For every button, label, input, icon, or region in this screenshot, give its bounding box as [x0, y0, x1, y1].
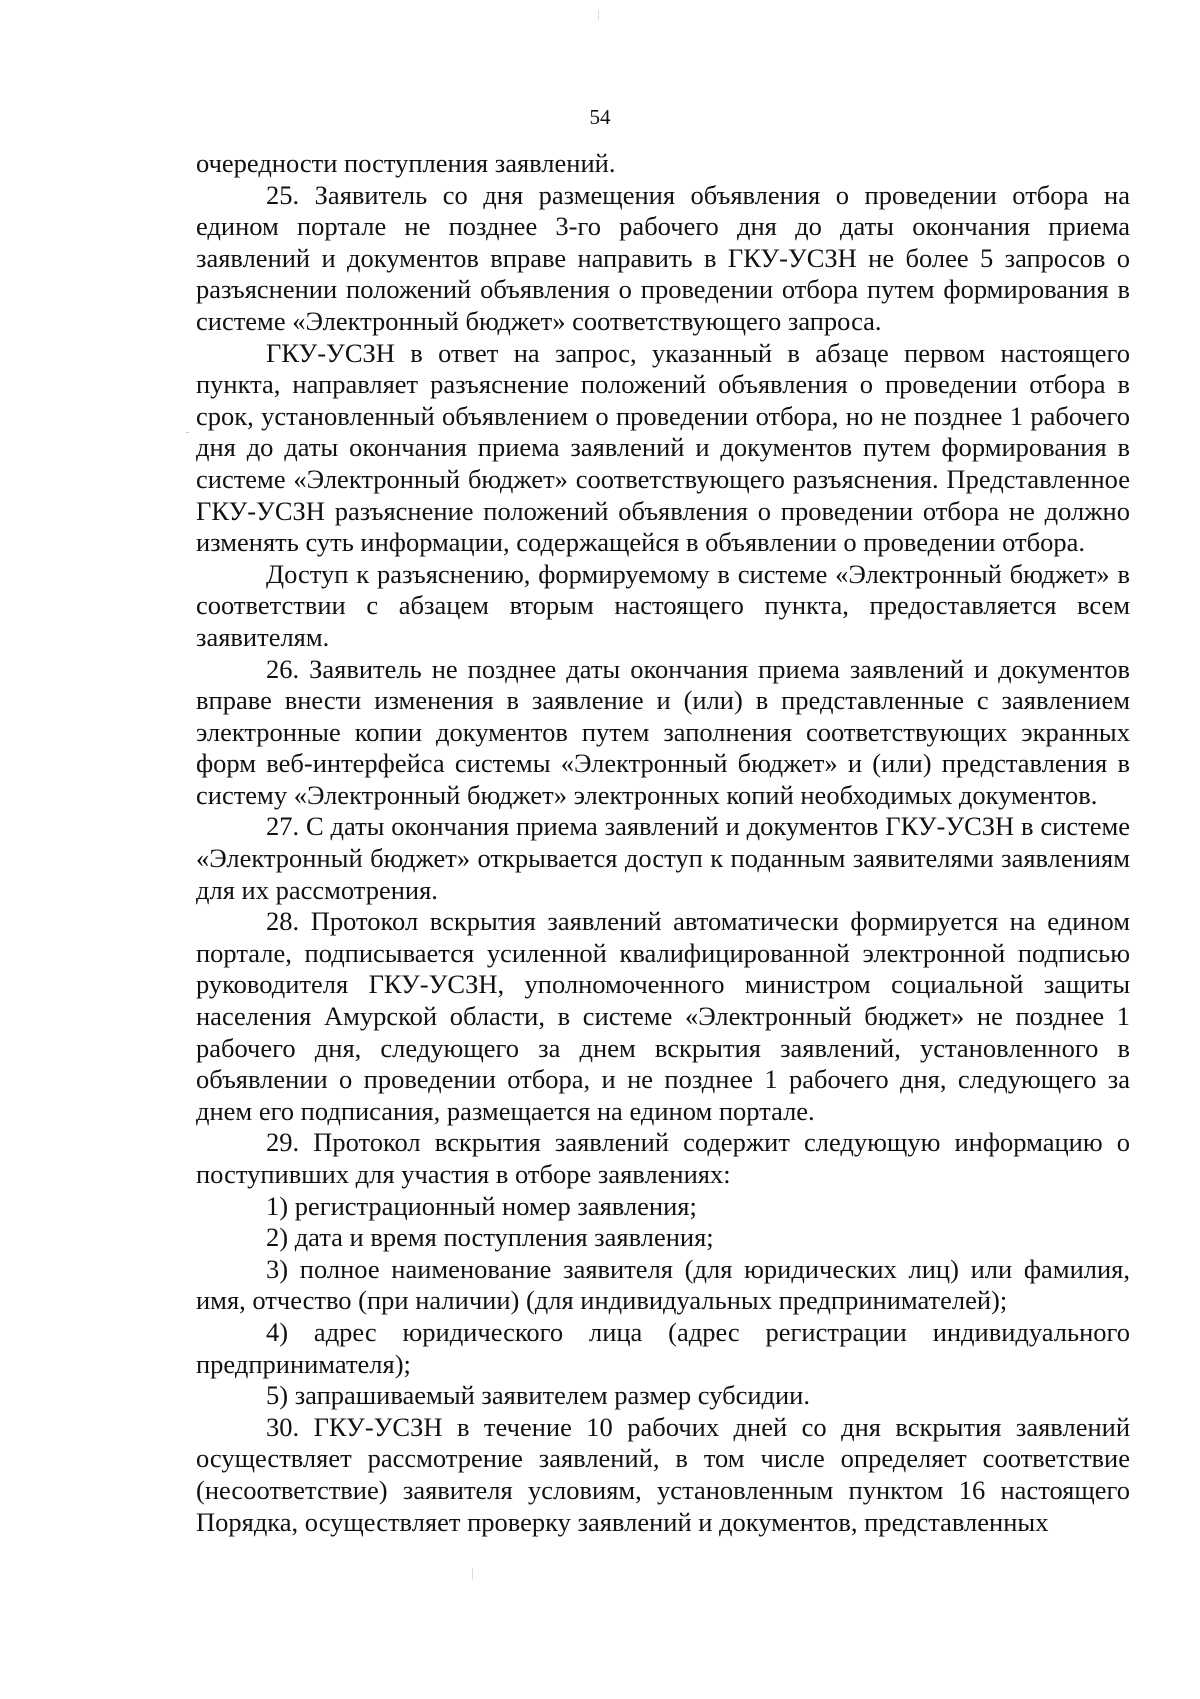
scan-artifact-top — [598, 10, 599, 20]
paragraph-item-30: 30. ГКУ-УСЗН в течение 10 рабочих дней со дня вскрытия заявлений осуществляет рассмотрение заявлений, в том числе определяет соответствие (несоответствие) заявителя условиям, установленным пунктом 16 настоящего Порядка, осуществляет проверку заявлений и документов, представленных — [196, 1411, 1130, 1537]
list-item-5: 5) запрашиваемый заявителем размер субсидии. — [266, 1380, 810, 1411]
paragraph-item-25-access: Доступ к разъяснению, формируемому в системе «Электронный бюджет» в соответствии с абзацем вторым настоящего пункта, предоставляется всем заявителям. — [196, 558, 1130, 652]
document-body — [196, 148, 1130, 1538]
paragraph-item-25: 25. Заявитель со дня размещения объявления о проведении отбора на едином портале не позднее 3-го рабочего дня до даты окончания приема заявлений и документов вправе направить в ГКУ-УСЗН не более 5 запросов о разъяснении положений объявления о проведении отбора путем формирования в системе «Электронный бюджет» соответствующего запроса. — [196, 179, 1130, 336]
paragraph-item-29: 29. Протокол вскрытия заявлений содержит следующую информацию о поступивших для участия в отборе заявлениях: — [196, 1127, 1130, 1189]
paragraph-item-25-response: ГКУ-УСЗН в ответ на запрос, указанный в абзаце первом настоящего пункта, направляет разъяснение положений объявления о проведении отбора в срок, установленный объявлением о проведении отбора, но не позднее 1 рабочего дня до даты окончания приема заявлений и документов путем формирования в системе «Электронный бюджет» соответствующего разъяснения. Представленное ГКУ-УСЗН разъяснение положений объявления о проведении отбора не должно изменять суть информации, содержащейся в объявлении о проведении отбора. — [196, 337, 1130, 558]
paragraph-item-28: 28. Протокол вскрытия заявлений автоматически формируется на едином портале, подписывается усиленной квалифицированной электронной подписью руководителя ГКУ-УСЗН, уполномоченного министром социальной защиты населения Амурской области, в системе «Электронный бюджет» не позднее 1 рабочего дня, следующего за днем вскрытия заявлений, установленного в объявлении о проведении отбора, и не позднее 1 рабочего дня, следующего за днем его подписания, размещается на едином портале. — [196, 906, 1130, 1126]
paragraph-continuation: очередности поступления заявлений. — [196, 148, 616, 178]
paragraph-item-27: 27. С даты окончания приема заявлений и документов ГКУ-УСЗН в системе «Электронный бюджет» открывается доступ к поданным заявителями заявлениям для их рассмотрения. — [196, 811, 1130, 905]
paragraph-item-26: 26. Заявитель не позднее даты окончания приема заявлений и документов вправе внести изменения в заявление и (или) в представленные с заявлением электронные копии документов путем заполнения соответствующих экранных форм веб-интерфейса системы «Электронный бюджет» и (или) представления в систему «Электронный бюджет» электронных копий необходимых документов. — [196, 653, 1130, 810]
page-number: 54 — [589, 105, 611, 129]
scan-artifact-bottom — [472, 1568, 473, 1580]
list-item-1: 1) регистрационный номер заявления; — [266, 1190, 697, 1221]
list-item-4: 4) адрес юридического лица (адрес регистрации индивидуального предпринимателя); — [196, 1316, 1130, 1379]
list-item-3: 3) полное наименование заявителя (для юридических лиц) или фамилия, имя, отчество (при наличии) (для индивидуальных предпринимателей); — [196, 1253, 1130, 1316]
scan-artifact-margin — [186, 432, 189, 433]
list-item-2: 2) дата и время поступления заявления; — [266, 1222, 714, 1253]
